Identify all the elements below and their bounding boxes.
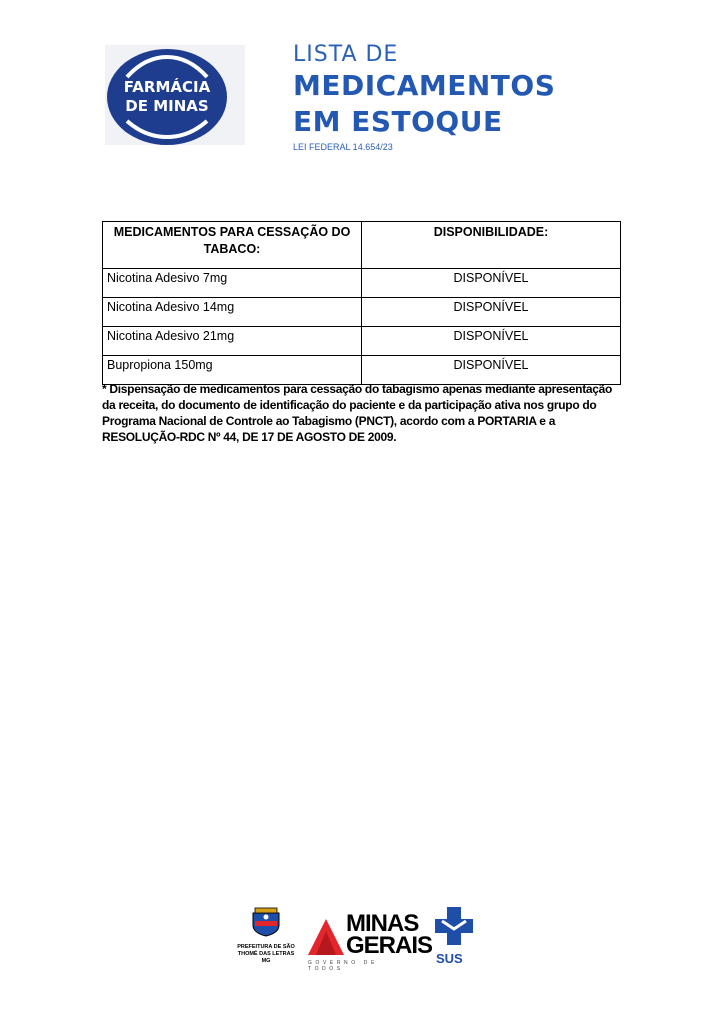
availability-status: DISPONÍVEL bbox=[362, 327, 621, 356]
availability-status: DISPONÍVEL bbox=[362, 356, 621, 385]
medication-table bbox=[102, 221, 621, 385]
table-row bbox=[103, 269, 621, 298]
footer-logos bbox=[236, 905, 486, 975]
header-medications: MEDICAMENTOS PARA CESSAÇÃO DO TABACO: bbox=[103, 222, 362, 269]
medication-name: Nicotina Adesivo 21mg bbox=[103, 327, 362, 356]
logo-text-line2: DE MINAS bbox=[125, 97, 209, 115]
logo-text-line1: FARMÁCIA bbox=[123, 78, 211, 96]
minas-text: MINAS bbox=[346, 910, 419, 937]
sus-cross-icon bbox=[432, 905, 477, 949]
prefeitura-logo bbox=[236, 905, 296, 967]
medication-name: Bupropiona 150mg bbox=[103, 356, 362, 385]
title-line3: EM ESTOQUE bbox=[293, 105, 503, 138]
title-line1: LISTA DE bbox=[293, 42, 399, 67]
law-reference: LEI FEDERAL 14.654/23 bbox=[293, 142, 393, 152]
page-title bbox=[293, 42, 623, 152]
table-row bbox=[103, 298, 621, 327]
minas-gerais-logo bbox=[306, 910, 433, 972]
sus-text: SUS bbox=[436, 951, 463, 966]
minas-triangle-icon bbox=[306, 917, 346, 959]
farmacia-de-minas-logo bbox=[105, 45, 245, 145]
sus-logo bbox=[432, 905, 477, 970]
availability-status: DISPONÍVEL bbox=[362, 298, 621, 327]
prefeitura-name: PREFEITURA DE SÃO THOMÉ DAS LETRAS MG bbox=[237, 944, 295, 964]
medication-name: Nicotina Adesivo 7mg bbox=[103, 269, 362, 298]
coat-of-arms-icon bbox=[249, 905, 283, 937]
availability-status: DISPONÍVEL bbox=[362, 269, 621, 298]
table-header-row bbox=[103, 222, 621, 269]
governo-text: GOVERNO DE TODOS bbox=[308, 960, 378, 972]
header-availability: DISPONIBILIDADE: bbox=[362, 222, 621, 269]
medication-name: Nicotina Adesivo 14mg bbox=[103, 298, 362, 327]
title-line2: MEDICAMENTOS bbox=[293, 69, 556, 102]
footnote: * Dispensação de medicamentos para cessação do tabagismo apenas mediante apresentação da receita, do documento de identificação do paciente e da participação ativa nos grupo do Programa Nacional de Controle ao Tabagismo (PNCT), acordo com a PORTARIA e a RESOLUÇÃO-RDC Nº 44, DE 17 DE AGOSTO DE 2009. bbox=[102, 382, 613, 444]
table-row bbox=[103, 327, 621, 356]
gerais-text: GERAIS bbox=[346, 932, 433, 959]
